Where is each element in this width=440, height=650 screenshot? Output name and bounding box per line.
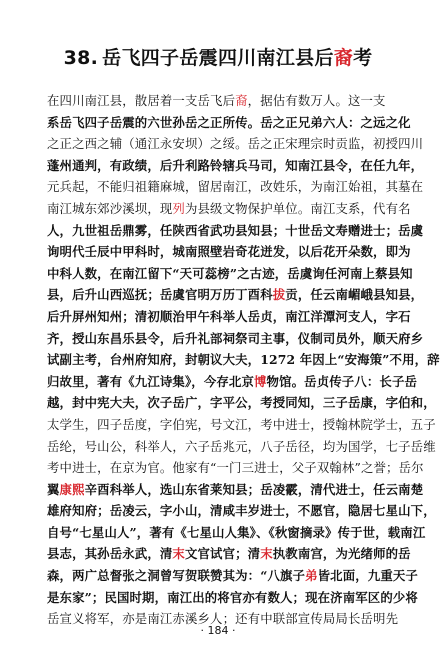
text-line bbox=[47, 587, 418, 609]
text-segment: 人，九世祖岳鼎雾，任陕西省武功县知县；十世岳文寿赠进士；岳虞 bbox=[47, 222, 424, 238]
text-line bbox=[47, 263, 413, 285]
text-segment: 贡，任云南嵋峨县知县， bbox=[285, 287, 424, 303]
text-segment: 归故里，著有《九江诗集》，今存北京 bbox=[47, 373, 254, 389]
text-segment: 太学生，四子岳度，字伯宪，号文江，考中进士，授翰林院学士，五子 bbox=[47, 416, 436, 432]
text-line bbox=[47, 522, 426, 544]
text-segment: 中科人数，在南江留下“天可蕊榜”之古迹，岳虞询任河南上蔡县知 bbox=[47, 265, 413, 281]
text-segment: 物馆。岳贞传子八：长子岳 bbox=[266, 373, 418, 389]
text-line bbox=[47, 220, 424, 242]
text-line bbox=[47, 371, 418, 393]
highlighted-char: 末 bbox=[260, 546, 273, 562]
text-line bbox=[47, 176, 424, 198]
text-segment: 森，两广总督张之洞曾写贺联赞其为：“八旗子 bbox=[47, 568, 306, 584]
text-segment: 是东家”；民国时期，南江出的将官亦有数人；现在济南军区的少将 bbox=[47, 589, 418, 605]
page-number: · 184 · bbox=[200, 624, 236, 637]
text-segment: ，据估有数万人。这一支 bbox=[247, 93, 386, 108]
text-segment: 执教南宫，为光绪师的岳 bbox=[272, 546, 411, 562]
text-line bbox=[47, 155, 424, 177]
text-line bbox=[47, 241, 411, 263]
body-text bbox=[47, 90, 440, 630]
text-segment: 在四川南江县，散居着一支岳飞后 bbox=[47, 93, 236, 108]
highlighted-char: 康熙 bbox=[59, 481, 85, 497]
text-segment: 试副主考，台州府知府，封朝议大夫，1272 年因上“安海策”不用，辞 bbox=[47, 352, 440, 368]
text-segment: 南江城东郊沙溪坝，现 bbox=[47, 200, 173, 216]
text-segment: 翼 bbox=[47, 481, 60, 497]
highlighted-char: 裔 bbox=[235, 93, 248, 108]
text-line bbox=[47, 306, 411, 328]
text-line bbox=[47, 436, 436, 458]
text-segment: 县志，其孙岳永武，清 bbox=[47, 546, 173, 562]
text-segment: 自号“七星山人”，著有《七星山人集》、《秋窗摘录》传于世，载南江 bbox=[47, 524, 426, 540]
text-segment: 。岳之正兄弟六人：之远之化 bbox=[247, 114, 411, 130]
title-text-end: 考 bbox=[353, 47, 373, 69]
text-segment: 岳宣义将军，亦是南江赤溪乡人；还有中联部宣传局局长岳明先 bbox=[47, 611, 399, 627]
highlighted-char: 末 bbox=[172, 546, 185, 562]
text-segment: 雄府知府；岳凌云，字小山，清咸丰岁进士，不愿官，隐居七星山下， bbox=[47, 503, 436, 519]
title-number: 38. bbox=[63, 47, 99, 69]
text-line bbox=[47, 349, 440, 371]
text-line bbox=[47, 133, 424, 155]
highlighted-char: 列 bbox=[172, 200, 185, 216]
text-line bbox=[47, 328, 424, 350]
text-line bbox=[47, 414, 436, 436]
text-segment: 询明代壬辰中甲科时，城南照壁岩奇花迸发，以后花开朵数，即为 bbox=[47, 244, 411, 260]
text-line bbox=[47, 457, 424, 479]
title-text: 岳飞四子岳震四川南江县后 bbox=[102, 47, 334, 69]
text-segment: 考中进士，在京为官。他家有“一门三进士，父子双翰林”之誉；岳尔 bbox=[47, 460, 424, 476]
text-line bbox=[47, 565, 418, 587]
text-segment: 县，后升山西巡抚；岳虞官明万历丁酉科 bbox=[47, 287, 273, 303]
text-segment: 齐，授山东昌乐县令，后升礼部祠祭司主事，仪制司员外，顺天府乡 bbox=[47, 330, 424, 346]
text-segment: 越，封中宪大夫，次子岳广，字平公，考授同知，三子岳康，字伯和， bbox=[47, 395, 436, 411]
text-line bbox=[47, 112, 411, 134]
text-segment: 元兵起，不能归祖籍麻城，留居南江，改姓乐，为南江始祖，其墓在 bbox=[47, 179, 424, 195]
text-segment: 文官试官；清 bbox=[184, 546, 261, 562]
text-segment: 之正之西之辅（通江永安坝）之绥。岳之正宋理宗时贡监，初授四川 bbox=[47, 136, 424, 152]
text-segment: 系岳飞四子岳震的六世孙岳之正所传 bbox=[47, 114, 248, 130]
text-line bbox=[47, 500, 436, 522]
page-title bbox=[0, 46, 436, 70]
text-segment: 皆北面，九重天子 bbox=[317, 568, 418, 584]
title-highlight: 裔 bbox=[333, 47, 354, 69]
text-line bbox=[47, 392, 436, 414]
highlighted-char: 弟 bbox=[305, 568, 318, 584]
text-segment: 为县级文物保护单位。南江支系，代有名 bbox=[184, 200, 411, 216]
text-line bbox=[47, 90, 407, 112]
text-line bbox=[47, 198, 411, 220]
highlighted-char: 拔 bbox=[272, 287, 286, 303]
text-segment: 岳纶，号山公，科举人，六子岳兆元，八子岳径，均为国学，七子岳维 bbox=[47, 438, 436, 454]
text-segment: 蓬州通判，有政绩，后升利路铃辖兵马司，知南江县令，在任九年， bbox=[47, 157, 424, 173]
highlighted-char: 博 bbox=[254, 373, 267, 389]
text-segment: 后升屏州知州；清初顺治甲午科举人岳贞，南江洋潭河支人，字石 bbox=[47, 308, 411, 324]
text-line bbox=[47, 479, 424, 501]
text-line bbox=[47, 543, 411, 565]
text-line bbox=[47, 284, 424, 306]
text-segment: 辛酉科举人，选山东省莱知县；岳凌霰，清代进士，任云南楚 bbox=[84, 481, 424, 497]
